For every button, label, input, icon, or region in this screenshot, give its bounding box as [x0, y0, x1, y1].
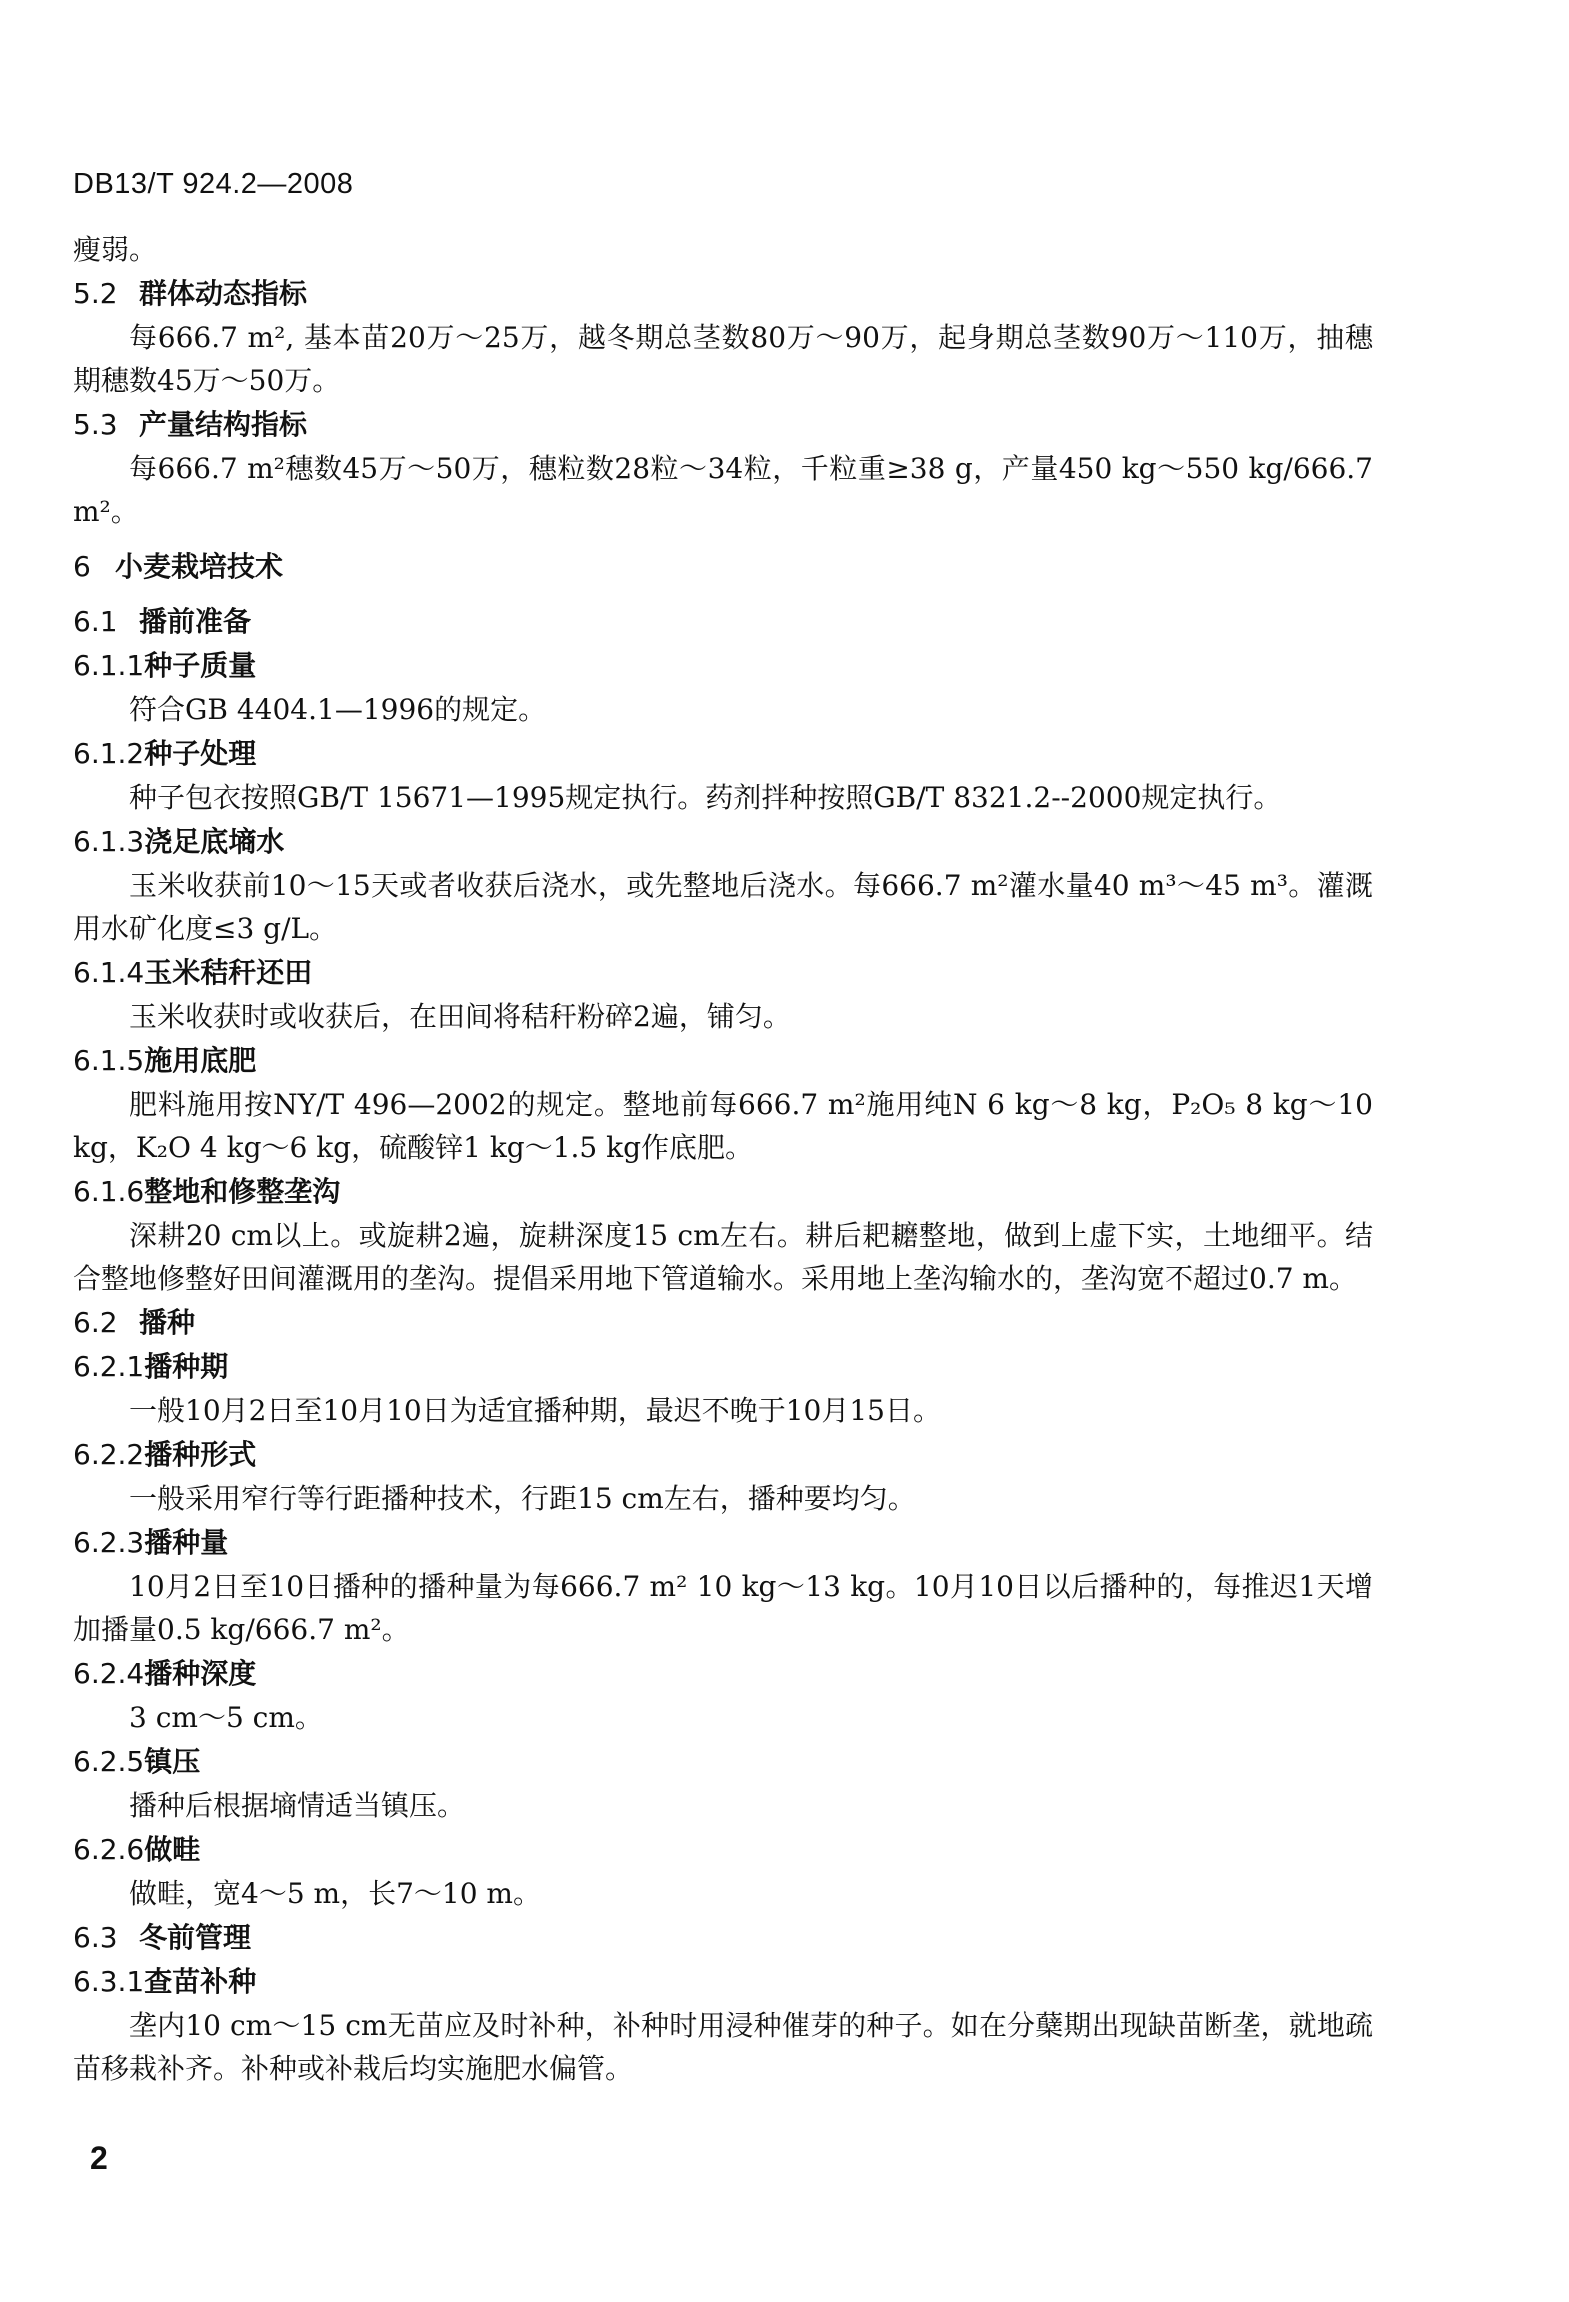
- section-heading: [73, 1521, 1373, 1564]
- section-heading: [73, 1916, 1373, 1959]
- section-heading: [73, 732, 1373, 775]
- body-paragraph: 10月2日至10日播种的播种量为每666.7 m² 10 kg～13 kg。10月10日以后播种的，每推迟1天增加播量0.5 kg/666.7 m²。: [73, 1570, 1373, 1646]
- section-title: 播种深度: [144, 1657, 257, 1690]
- section-number: 5.2: [73, 277, 118, 310]
- body-paragraph: 一般10月2日至10月10日为适宜播种期，最迟不晚于10月15日。: [129, 1394, 941, 1427]
- section-title: 浇足底墒水: [144, 825, 285, 858]
- section-title: 做畦: [144, 1833, 201, 1866]
- section-title: 冬前管理: [139, 1921, 252, 1954]
- body-paragraph: 做畦，宽4～5 m，长7～10 m。: [129, 1877, 541, 1910]
- section-number: 6.2.1: [73, 1350, 145, 1383]
- section-number: 6.2.4: [73, 1657, 145, 1690]
- section-number: 6.2: [73, 1306, 118, 1339]
- section-heading: [73, 1433, 1373, 1476]
- body-paragraph: 玉米收获前10～15天或者收获后浇水，或先整地后浇水。每666.7 m²灌水量40 m³～45 m³。灌溉用水矿化度≤3 g/L。: [73, 869, 1373, 945]
- section-heading: [73, 951, 1373, 994]
- section-number: 6.2.3: [73, 1526, 145, 1559]
- section-number: 6.1.4: [73, 956, 145, 989]
- section-number: 5.3: [73, 408, 118, 441]
- page-number: 2: [90, 2140, 108, 2176]
- body-paragraph: 播种后根据墒情适当镇压。: [129, 1789, 466, 1822]
- section-title: 播种量: [144, 1526, 229, 1559]
- section-heading: [73, 1301, 1373, 1344]
- body-paragraph: 玉米收获时或收获后，在田间将秸秆粉碎2遍，铺匀。: [129, 1000, 791, 1033]
- section-number: 6.3: [73, 1921, 118, 1954]
- section-heading: [73, 403, 1373, 446]
- section-number: 6.2.6: [73, 1833, 145, 1866]
- section-number: 6.1.5: [73, 1044, 145, 1077]
- section-title: 整地和修整垄沟: [144, 1175, 341, 1208]
- body-paragraph: 垄内10 cm～15 cm无苗应及时补种，补种时用浸种催芽的种子。如在分蘖期出现缺苗断垄，就地疏苗移栽补齐。补种或补栽后均实施肥水偏管。: [73, 2009, 1373, 2085]
- section-title: 施用底肥: [144, 1044, 257, 1077]
- body-paragraph: 每666.7 m²穗数45万～50万，穗粒数28粒～34粒，千粒重≥38 g，产量450 kg～550 kg/666.7 m²。: [73, 452, 1373, 528]
- section-title: 产量结构指标: [139, 408, 308, 441]
- body-paragraph: 3 cm～5 cm。: [129, 1701, 323, 1734]
- section-title: 种子处理: [144, 737, 257, 770]
- document-body: [73, 228, 1373, 2091]
- body-paragraph: 深耕20 cm以上。或旋耕2遍，旋耕深度15 cm左右。耕后耙耱整地，做到上虚下实，土地细平。结合整地修整好田间灌溉用的垄沟。提倡采用地下管道输水。采用地上垄沟输水的，垄沟宽不超过0.7 m。: [73, 1219, 1373, 1295]
- section-number: 6.1.1: [73, 649, 145, 682]
- document-code: DB13/T 924.2—2008: [73, 168, 354, 200]
- section-number: 6.1.2: [73, 737, 145, 770]
- section-heading: [73, 1170, 1373, 1213]
- section-title: 播种: [139, 1306, 196, 1339]
- section-title: 玉米秸秆还田: [144, 956, 313, 989]
- section-title: 播种期: [144, 1350, 229, 1383]
- section-heading: [73, 1828, 1373, 1871]
- section-heading: [73, 545, 1373, 588]
- section-heading: [73, 1740, 1373, 1783]
- section-heading: [73, 1039, 1373, 1082]
- body-paragraph: 每666.7 m², 基本苗20万～25万，越冬期总茎数80万～90万，起身期总茎数90万～110万，抽穗期穗数45万～50万。: [73, 321, 1373, 397]
- body-paragraph: 符合GB 4404.1—1996的规定。: [129, 693, 547, 726]
- section-title: 播种形式: [144, 1438, 257, 1471]
- section-title: 播前准备: [139, 605, 252, 638]
- section-title: 群体动态指标: [139, 277, 308, 310]
- section-number: 6.3.1: [73, 1965, 145, 1998]
- section-title: 查苗补种: [144, 1965, 257, 1998]
- body-paragraph: 种子包衣按照GB/T 15671—1995规定执行。药剂拌种按照GB/T 8321.2--2000规定执行。: [129, 781, 1282, 814]
- section-number: 6.2.2: [73, 1438, 145, 1471]
- section-heading: [73, 1652, 1373, 1695]
- section-title: 种子质量: [144, 649, 257, 682]
- section-number: 6.2.5: [73, 1745, 145, 1778]
- section-heading: [73, 1345, 1373, 1388]
- section-title: 镇压: [144, 1745, 201, 1778]
- section-heading: [73, 644, 1373, 687]
- body-paragraph: 一般采用窄行等行距播种技术，行距15 cm左右，播种要均匀。: [129, 1482, 916, 1515]
- body-paragraph: 肥料施用按NY/T 496—2002的规定。整地前每666.7 m²施用纯N 6 kg～8 kg，P₂O₅ 8 kg～10 kg，K₂O 4 kg～6 kg，硫酸锌1 kg～1.5 kg作底肥。: [73, 1088, 1373, 1164]
- section-heading: [73, 1960, 1373, 2003]
- section-heading: [73, 600, 1373, 643]
- section-number: 6.1: [73, 605, 118, 638]
- section-heading: [73, 272, 1373, 315]
- section-number: 6.1.6: [73, 1175, 145, 1208]
- section-number: 6: [73, 550, 91, 583]
- section-heading: [73, 820, 1373, 863]
- body-paragraph: 瘦弱。: [73, 233, 158, 266]
- section-title: 小麦栽培技术: [115, 550, 284, 583]
- section-number: 6.1.3: [73, 825, 145, 858]
